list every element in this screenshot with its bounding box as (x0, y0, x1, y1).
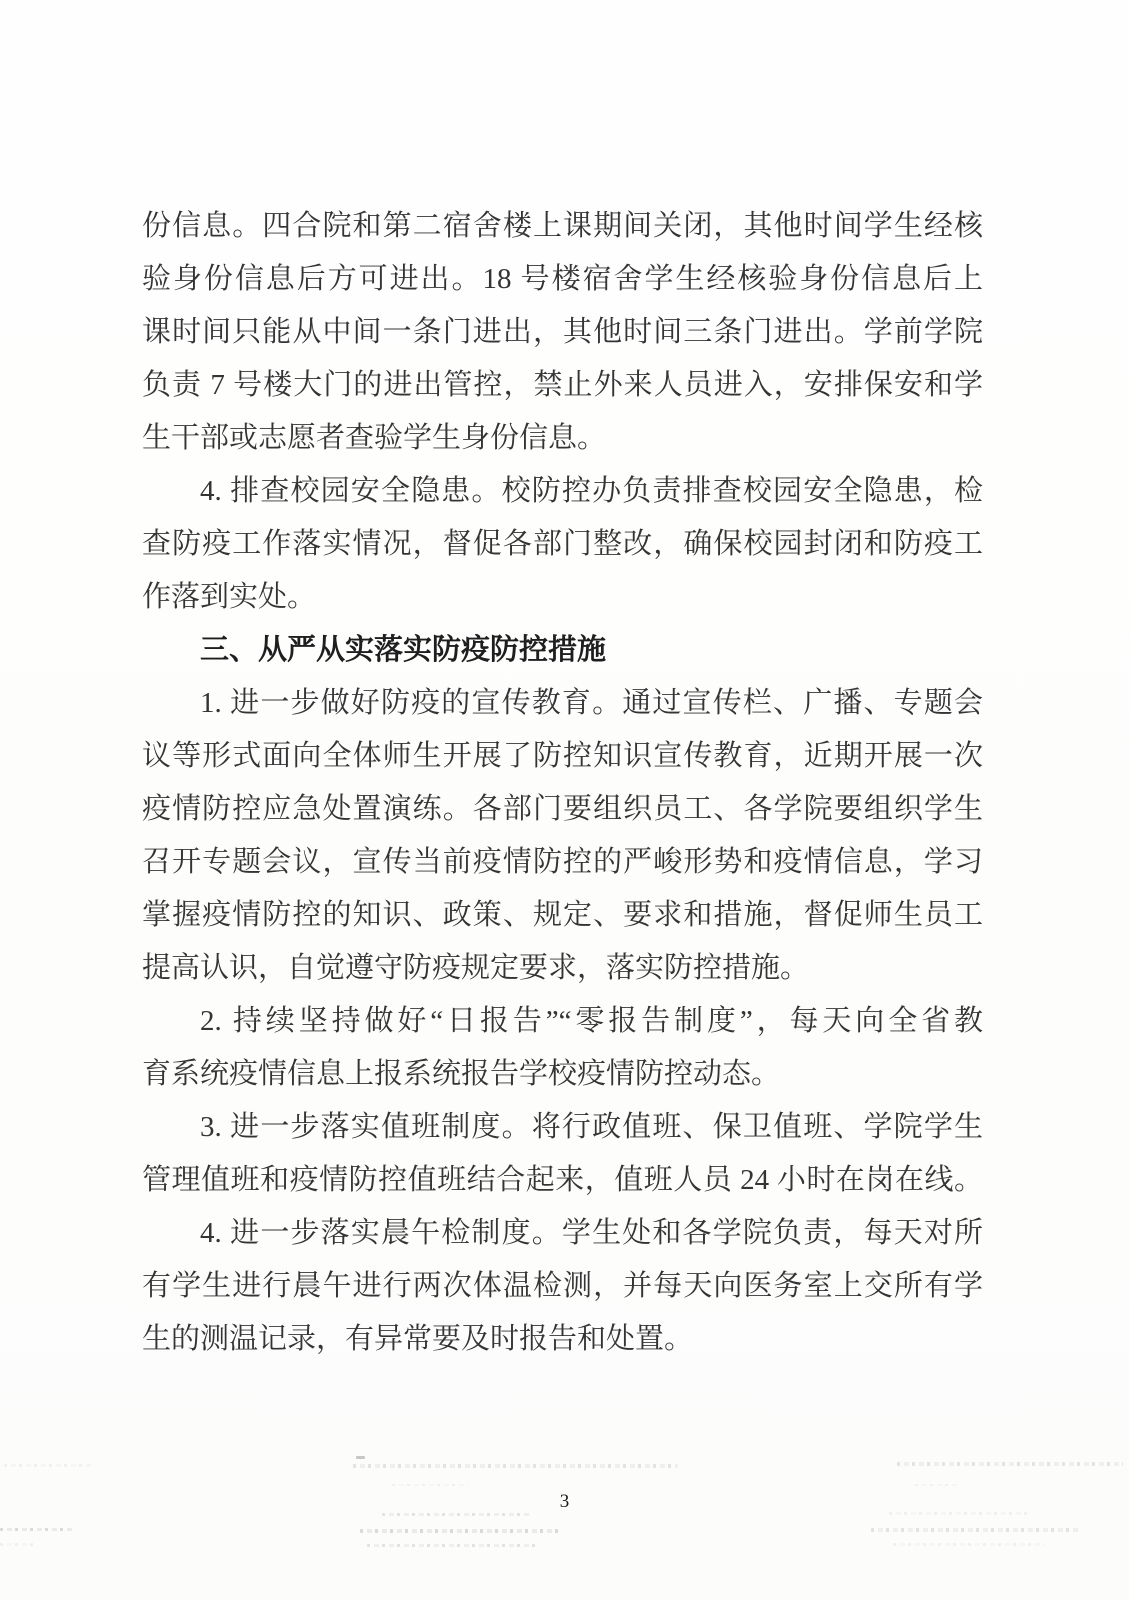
scan-streak (353, 1464, 678, 1468)
scan-streak (382, 1513, 532, 1516)
text-line: 1. 进一步做好防疫的宣传教育。通过宣传栏、广播、专题会 (200, 687, 983, 719)
scan-streak (392, 1484, 468, 1486)
text-line: 3. 进一步落实值班制度。将行政值班、保卫值班、学院学生 (200, 1111, 983, 1143)
text-line: 4. 进一步落实晨午检制度。学生处和各学院负责，每天对所 (200, 1217, 983, 1249)
scan-streak (4, 1464, 94, 1467)
text-line: 疫情防控应急处置演练。各部门要组织员工、各学院要组织学生 (142, 793, 983, 825)
scan-streak (0, 1543, 36, 1546)
document-body (142, 200, 983, 1366)
text-line: 作落到实处。 (142, 581, 317, 613)
scan-streak (360, 1529, 562, 1533)
scan-streak (367, 1544, 536, 1547)
text-line: 2. 持续坚持做好“日报告”“零报告制度”，每天向全省教 (200, 1005, 983, 1037)
scan-streak (871, 1528, 1080, 1532)
text-line: 议等形式面向全体师生开展了防控知识宣传教育，近期开展一次 (142, 740, 983, 772)
text-line: 召开专题会议，宣传当前疫情防控的严峻形势和疫情信息，学习 (142, 846, 983, 878)
text-line: 提高认识，自觉遵守防疫规定要求，落实防控措施。 (142, 952, 810, 984)
text-line: 验身份信息后方可进出。18 号楼宿舍学生经核验身份信息后上 (142, 263, 983, 295)
scan-streak (897, 1462, 1123, 1466)
text-line: 负责 7 号楼大门的进出管控，禁止外来人员进入，安排保安和学 (142, 369, 983, 401)
text-line: 份信息。四合院和第二宿舍楼上课期间关闭，其他时间学生经核 (142, 210, 983, 242)
section-heading: 三、从严从实落实防疫防控措施 (200, 634, 607, 666)
scan-streak (889, 1512, 1030, 1515)
text-line: 管理值班和疫情防控值班结合起来，值班人员 24 小时在岗在线。 (142, 1164, 983, 1196)
scan-streak (893, 1543, 1044, 1546)
page-number: 3 (559, 1491, 570, 1512)
scan-streak (0, 1528, 72, 1531)
text-line: 育系统疫情信息上报系统报告学校疫情防控动态。 (142, 1058, 781, 1090)
text-line: 有学生进行晨午进行两次体温检测，并每天向医务室上交所有学 (142, 1270, 983, 1302)
text-line: 4. 排查校园安全隐患。校防控办负责排查校园安全隐患，检 (200, 475, 983, 507)
text-line: 查防疫工作落实情况，督促各部门整改，确保校园封闭和防疫工 (142, 528, 983, 560)
scan-speck (356, 1456, 365, 1459)
text-line: 生的测温记录，有异常要及时报告和处置。 (142, 1323, 694, 1355)
text-line: 生干部或志愿者查验学生身份信息。 (142, 422, 607, 454)
scan-streak (915, 1484, 960, 1486)
text-line: 课时间只能从中间一条门进出，其他时间三条门进出。学前学院 (142, 316, 983, 348)
text-line: 掌握疫情防控的知识、政策、规定、要求和措施，督促师生员工 (142, 899, 983, 931)
